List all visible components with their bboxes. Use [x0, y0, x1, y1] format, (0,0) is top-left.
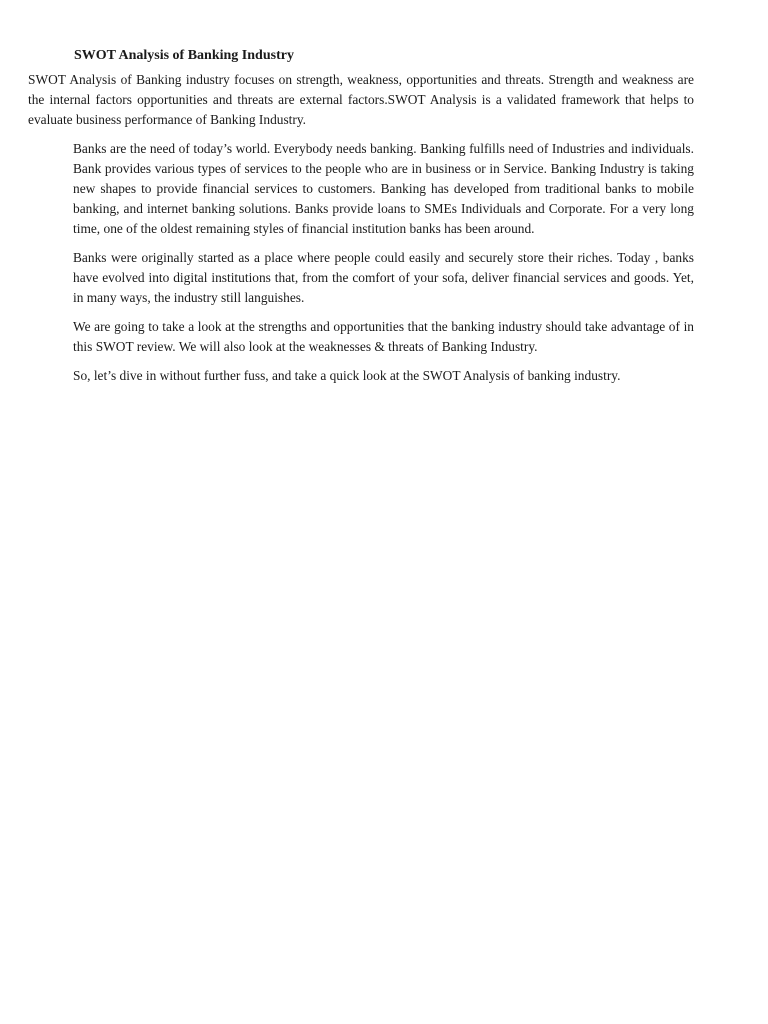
document-title: SWOT Analysis of Banking Industry: [74, 48, 294, 63]
body-paragraph: Banks were originally started as a place where people could easily and securely store their riches. Today , banks have evolved into digital institutions that, from the comfort of your sofa, deliver financial services and goods. Yet, in many ways, the industry still languishes.: [73, 250, 694, 305]
body-paragraph: So, let’s dive in without further fuss, and take a quick look at the SWOT Analysis of banking industry.: [73, 368, 621, 383]
intro-paragraph: SWOT Analysis of Banking industry focuses on strength, weakness, opportunities and threats. Strength and weakness are the internal factors opportunities and threats are external factors.SWOT Analysis is a validated framework that helps to evaluate business performance of Banking Industry.: [28, 72, 694, 127]
body-paragraph: We are going to take a look at the strengths and opportunities that the banking industry should take advantage of in this SWOT review. We will also look at the weaknesses & threats of Banking Industry.: [73, 319, 694, 354]
body-text: [73, 139, 694, 395]
body-paragraph: Banks are the need of today’s world. Everybody needs banking. Banking fulfills need of Industries and individuals. Bank provides various types of services to the people who are in business or in Service. Banking Industry is taking new shapes to provide financial services to customers. Banking has developed from traditional banks to mobile banking, and internet banking solutions. Banks provide loans to SMEs Individuals and Corporate. For a very long time, one of the oldest remaining styles of financial institution banks has been around.: [73, 141, 694, 236]
